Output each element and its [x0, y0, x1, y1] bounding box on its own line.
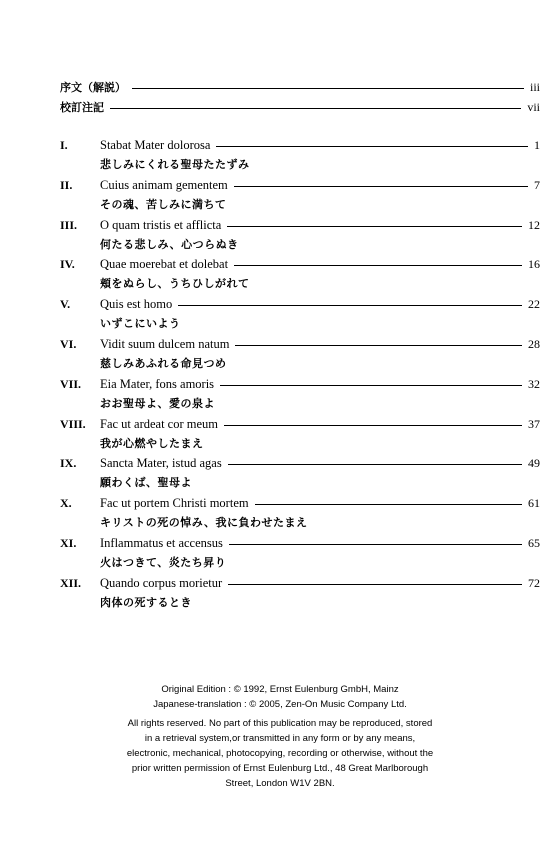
leader-line: [228, 464, 522, 465]
movement-title: Quando corpus morietur: [100, 575, 223, 590]
movement-title: Vidit suum dulcem natum: [100, 336, 230, 351]
page-number: 32: [528, 376, 540, 391]
leader-line: [234, 265, 522, 266]
title-line: [100, 576, 540, 591]
title-line: [100, 218, 540, 233]
title-line: [100, 496, 540, 511]
toc-entry: [60, 218, 540, 258]
toc-entry: [60, 257, 540, 297]
movement-title: Quae moerebat et dolebat: [100, 257, 229, 272]
front-matter: [60, 80, 540, 120]
rights-line: in a retrieval system,or transmitted in any form or by any means,: [144, 733, 416, 744]
leader-line: [220, 385, 522, 386]
japanese-title: 火はつきて、炎たち昇り: [100, 555, 227, 569]
japanese-title: キリストの死の悼み、我に負わせたまえ: [100, 516, 308, 530]
japanese-title: 頬をぬらし、うちひしがれて: [100, 277, 250, 291]
movement-number: X.: [60, 496, 72, 511]
title-line: [100, 257, 540, 272]
toc-entry: [60, 496, 540, 536]
movement-title: Eia Mater, fons amoris: [100, 376, 215, 391]
front-matter-label: 序文（解説）: [60, 81, 126, 94]
front-matter-row-notes: [60, 100, 540, 114]
movement-number: II.: [60, 177, 73, 192]
leader-line: [110, 108, 521, 109]
movement-title: Fac ut ardeat cor meum: [100, 416, 219, 431]
rights-line: prior written permission of Ernst Eulenburg Ltd., 48 Great Marlborough: [131, 763, 429, 774]
title-line: [100, 138, 540, 153]
japanese-title: 願わくば、聖母よ: [100, 476, 192, 490]
movement-number: XI.: [60, 535, 77, 550]
title-line: [100, 337, 540, 352]
page-number: 22: [528, 297, 540, 312]
movement-number: IV.: [60, 257, 75, 272]
leader-line: [234, 186, 528, 187]
rights-line: electronic, mechanical, photocopying, recording or otherwise, without the: [126, 748, 434, 759]
japanese-title: 何たる悲しみ、心つらぬき: [100, 237, 239, 251]
toc-entry: [60, 178, 540, 218]
japanese-title: 肉体の死するとき: [100, 595, 192, 609]
page-number: vii: [527, 99, 540, 114]
edition-info: [0, 682, 560, 712]
toc-entry: [60, 417, 540, 457]
toc-entry: [60, 456, 540, 496]
movement-title: Inflammatus et accensus: [100, 535, 223, 550]
movement-title: Quis est homo: [100, 297, 173, 312]
toc-entry: [60, 297, 540, 337]
page-number: 65: [528, 535, 540, 550]
toc-entry: [60, 536, 540, 576]
front-matter-label: 校訂注記: [60, 101, 104, 114]
title-line: [100, 297, 540, 312]
toc-entry: [60, 138, 540, 178]
movement-number: III.: [60, 217, 78, 232]
leader-line: [224, 425, 522, 426]
page-number: 61: [528, 496, 540, 511]
page-number: iii: [529, 79, 540, 94]
page-number: 7: [534, 177, 540, 192]
page-number: 49: [528, 456, 540, 471]
leader-line: [229, 544, 522, 545]
movement-number: VIII.: [60, 416, 86, 431]
movement-number: V.: [60, 297, 71, 312]
leader-line: [255, 504, 522, 505]
japanese-translation: Japanese-translation : © 2005, Zen-On Music Company Ltd.: [153, 699, 407, 710]
leader-line: [178, 305, 522, 306]
movement-number: VII.: [60, 376, 82, 391]
movement-title: Fac ut portem Christi mortem: [100, 496, 249, 511]
title-line: [100, 178, 540, 193]
page-number: 16: [528, 257, 540, 272]
movement-title: Cuius animam gementem: [100, 177, 228, 192]
movement-number: XII.: [60, 575, 82, 590]
japanese-title: 悲しみにくれる聖母たたずみ: [100, 158, 250, 171]
rights-line: All rights reserved. No part of this publication may be reproduced, stored: [127, 718, 433, 729]
toc-entry: [60, 576, 540, 616]
japanese-title: その魂、苦しみに満ちて: [100, 197, 227, 211]
leader-line: [216, 146, 528, 147]
japanese-title: いずこにいよう: [100, 317, 181, 331]
title-line: [100, 456, 540, 471]
leader-line: [227, 226, 522, 227]
movement-number: VI.: [60, 336, 77, 351]
japanese-title: 慈しみあふれる命見つめ: [100, 356, 227, 370]
front-matter-row-preface: [60, 80, 540, 94]
page-number: 72: [528, 575, 540, 590]
leader-line: [235, 345, 522, 346]
movement-number: I.: [60, 138, 68, 152]
title-line: [100, 377, 540, 392]
title-line: [100, 536, 540, 551]
page-number: 37: [528, 416, 540, 431]
japanese-title: おお聖母よ、愛の泉よ: [100, 396, 215, 410]
table-of-contents: [60, 138, 540, 616]
original-edition: Original Edition : © 1992, Ernst Eulenburg GmbH, Mainz: [161, 684, 399, 695]
movement-number: IX.: [60, 456, 77, 471]
page-number: 1: [534, 138, 540, 152]
title-line: [100, 417, 540, 432]
leader-line: [228, 584, 522, 585]
rights-line: Street, London W1V 2BN.: [225, 778, 335, 789]
movement-title: Sancta Mater, istud agas: [100, 456, 222, 471]
movement-title: Stabat Mater dolorosa: [100, 138, 211, 152]
toc-entry: [60, 377, 540, 417]
movement-title: O quam tristis et afflicta: [100, 217, 222, 232]
rights-notice: [0, 716, 560, 791]
page-number: 12: [528, 217, 540, 232]
page-number: 28: [528, 336, 540, 351]
japanese-title: 我が心燃やしたまえ: [100, 436, 204, 450]
toc-entry: [60, 337, 540, 377]
leader-line: [132, 88, 524, 89]
